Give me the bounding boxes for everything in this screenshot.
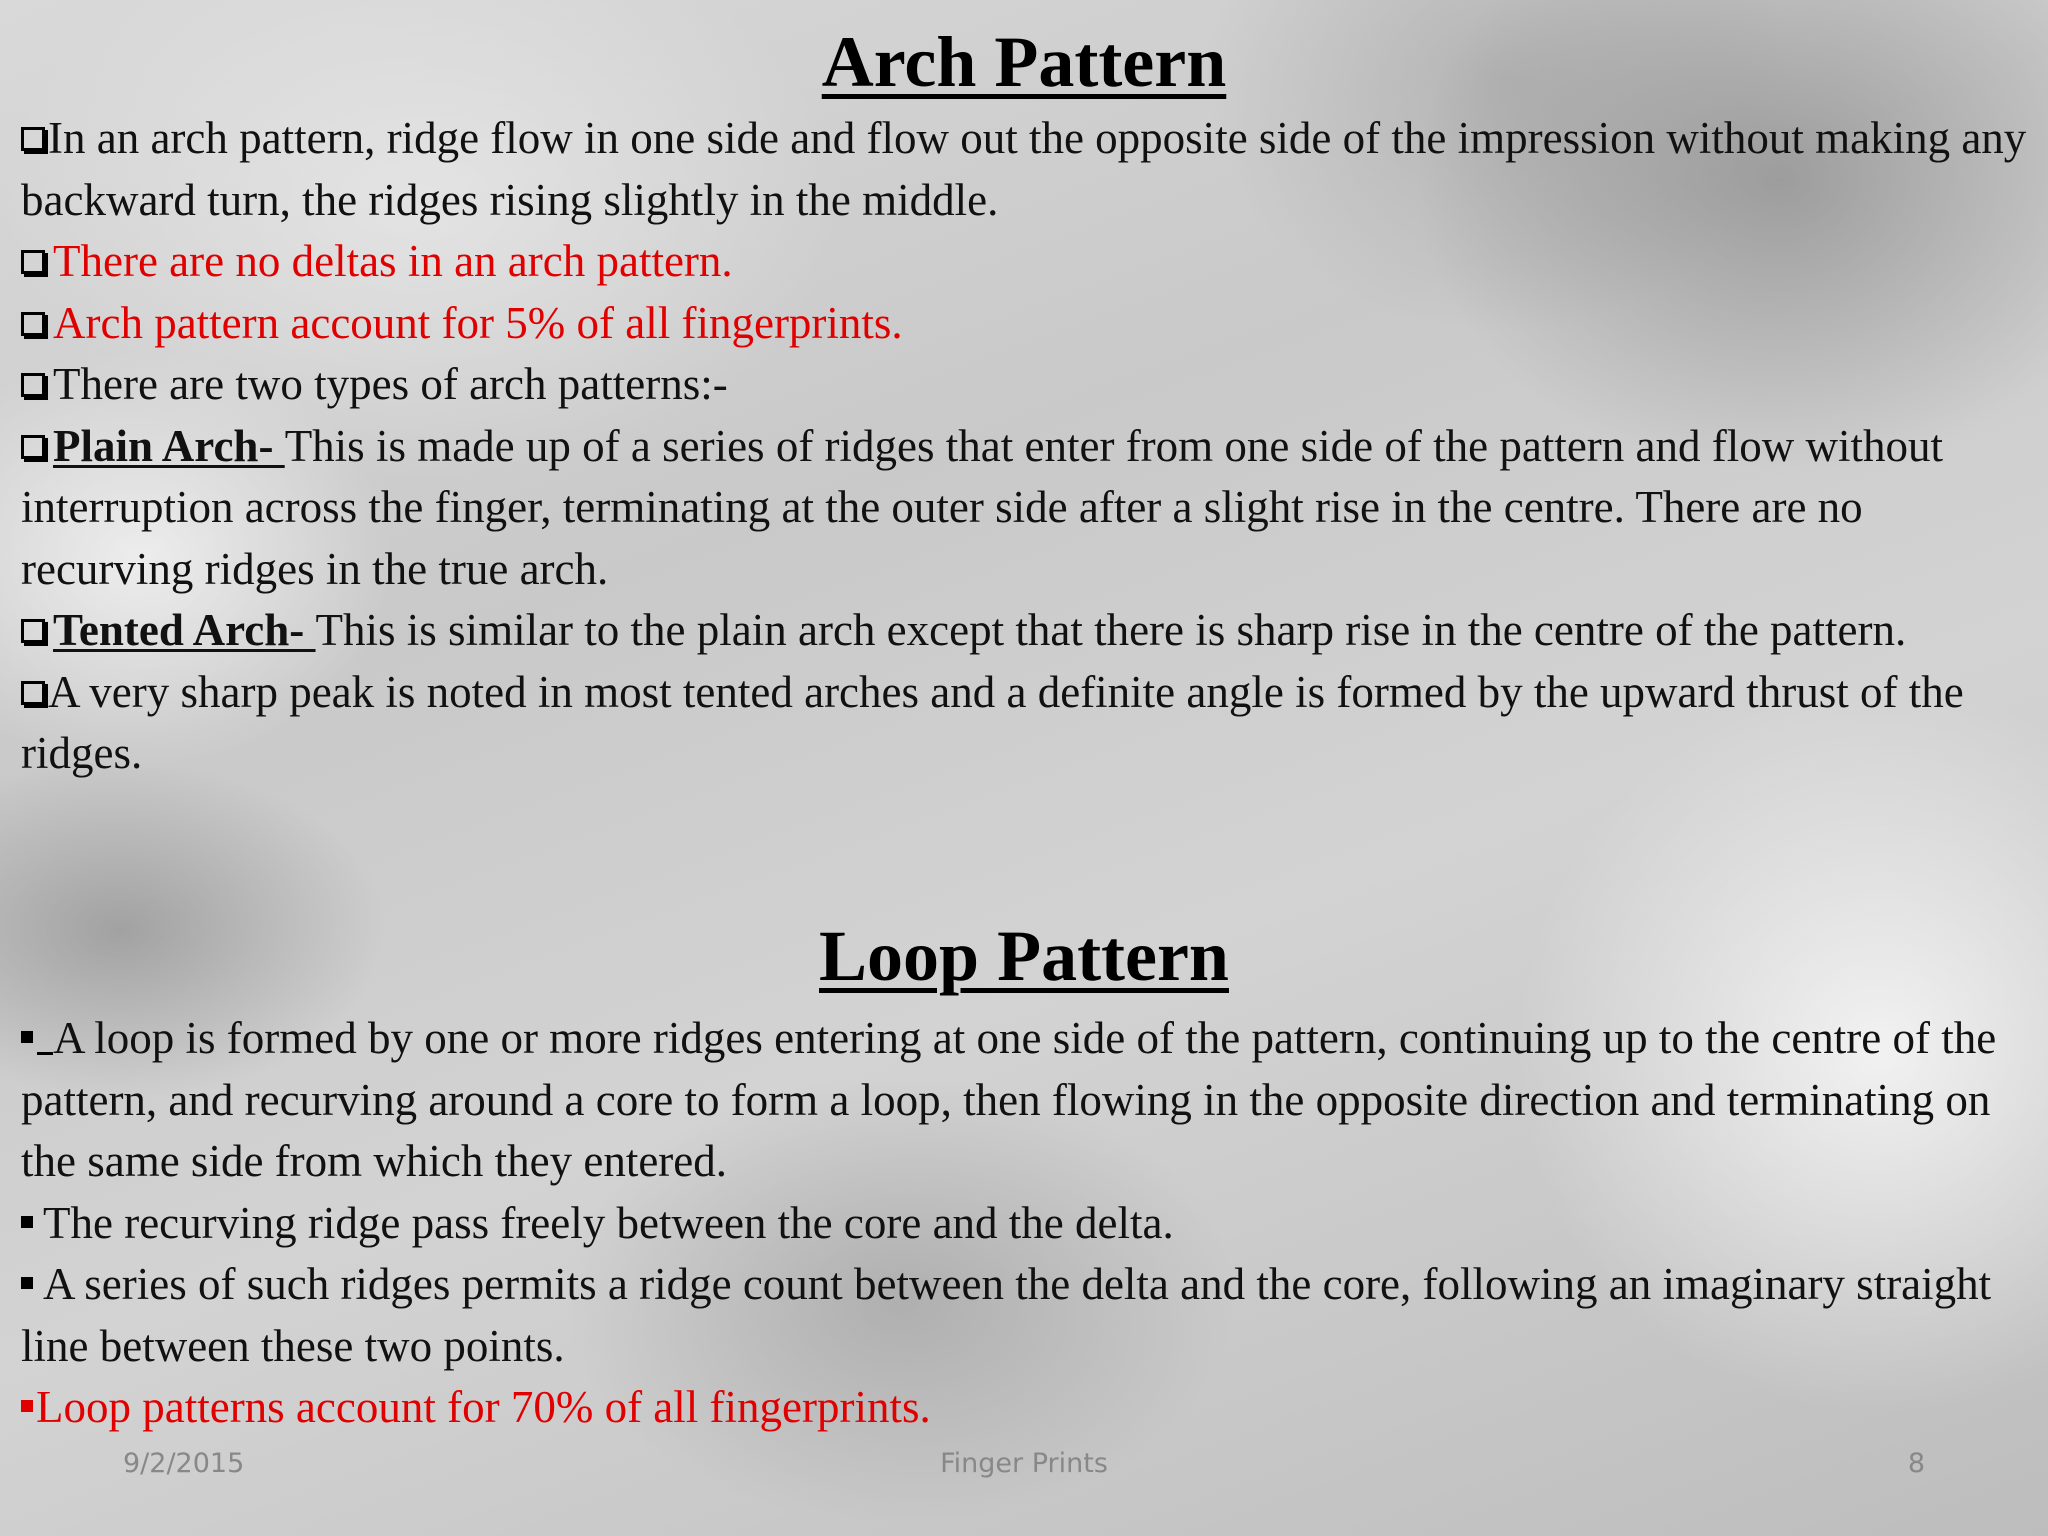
square-bullet-icon xyxy=(21,1031,33,1043)
loop-bullet-3: A series of such ridges permits a ridge count between the delta and the core, following an imaginary straight line between these two points. xyxy=(21,1259,1992,1371)
slide-number: 8 xyxy=(1907,1448,1925,1479)
loop-pattern-body xyxy=(21,1008,2031,1439)
arch-bullet-1: In an arch pattern, ridge flow in one side and flow out the opposite side of the impression without making any backward turn, the ridges rising slightly in the middle. xyxy=(21,113,2027,225)
arch-bullet-plain-arch: Plain Arch- This is made up of a series of ridges that enter from one side of the pattern and flow without interruption across the finger, terminating at the outer side after a slight rise in the centre. There are no recurving ridges in the true arch. xyxy=(21,420,1943,594)
arch-bullet-4: There are two types of arch patterns:- xyxy=(21,354,2031,416)
checkbox-bullet-icon xyxy=(21,435,45,459)
loop-bullet-2: The recurving ridge pass freely between the core and the delta. xyxy=(21,1193,2031,1255)
checkbox-bullet-icon xyxy=(21,619,45,643)
checkbox-bullet-icon xyxy=(21,127,45,151)
square-bullet-icon xyxy=(21,1216,33,1228)
checkbox-bullet-icon xyxy=(21,312,45,336)
checkbox-bullet-icon xyxy=(21,250,45,274)
loop-bullet-4: Loop patterns account for 70% of all fingerprints. xyxy=(21,1377,2031,1439)
loop-bullet-1: A loop is formed by one or more ridges entering at one side of the pattern, continuing up to the centre of the pattern, and recurving around a core to form a loop, then flowing in the opposite direction and terminating on the same side from which they entered. xyxy=(21,1013,1997,1186)
tented-arch-term: Tented Arch- xyxy=(53,605,316,655)
arch-bullet-3: Arch pattern account for 5% of all fingerprints. xyxy=(21,293,2031,355)
underline-dash-icon xyxy=(37,1052,53,1055)
square-bullet-icon xyxy=(21,1277,33,1289)
square-bullet-icon xyxy=(21,1400,33,1412)
checkbox-bullet-icon xyxy=(21,681,45,705)
footer-date: 9/2/2015 xyxy=(123,1448,245,1479)
arch-pattern-title: Arch Pattern xyxy=(821,22,1227,102)
arch-bullet-7: A very sharp peak is noted in most tented arches and a definite angle is formed by the upward thrust of the ridges. xyxy=(21,666,1964,778)
plain-arch-term: Plain Arch- xyxy=(53,420,285,471)
arch-bullet-tented-arch: Tented Arch- This is similar to the plain arch except that there is sharp rise in the centre of the pattern. xyxy=(21,600,2031,662)
arch-bullet-2: There are no deltas in an arch pattern. xyxy=(21,231,2031,293)
loop-pattern-title: Loop Pattern xyxy=(819,916,1229,996)
checkbox-bullet-icon xyxy=(21,373,45,397)
footer-title: Finger Prints xyxy=(940,1448,1108,1479)
arch-pattern-body xyxy=(21,108,2031,785)
